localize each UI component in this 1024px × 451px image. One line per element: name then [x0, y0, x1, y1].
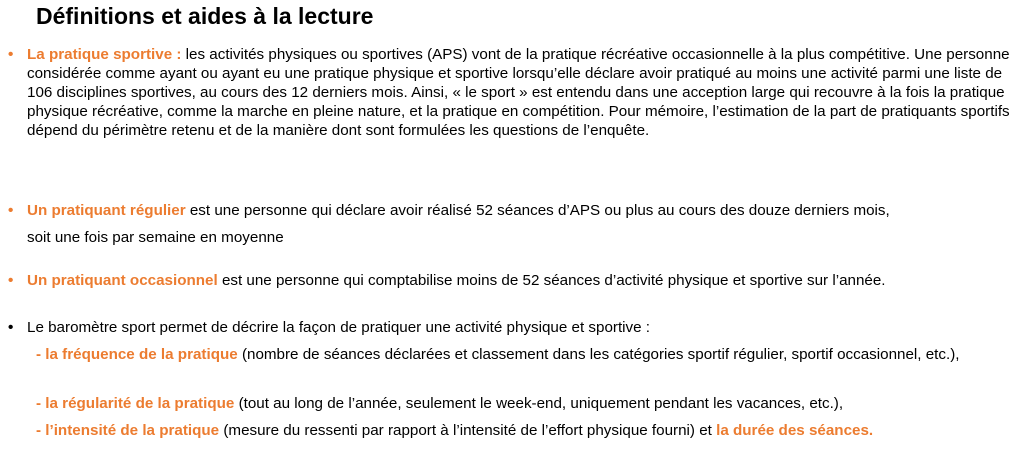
term-regularity: - la régularité de la pratique	[36, 395, 235, 412]
barometer-intro-text: Le baromètre sport permet de décrire la façon de pratiquer une activité physique et sportive :	[27, 319, 651, 336]
subitem-intensity	[36, 421, 1012, 440]
bullet-icon: •	[8, 319, 14, 336]
subitem-text: (tout au long de l’année, seulement le week-end, uniquement pendant les vacances, etc.),	[234, 395, 844, 412]
definition-text: est une personne qui déclare avoir réalisé 52 séances d’APS ou plus au cours des douze derniers mois,	[185, 202, 890, 219]
term-regular-practitioner: Un pratiquant régulier	[27, 202, 186, 219]
definition-text: les activités physiques ou sportives (APS) vont de la pratique récréative occasionnelle à la plus compétitive. Une personne considérée comme ayant ou ayant eu une pratique physique et sportive lorsqu’elle déclare avoir pratiqué au moins une activité parmi une liste de 106 disciplines sportives, au cours des 12 derniers mois. Ainsi, « le sport » est entendu dans une acception large qui recouvre à la fois la pratique physique récréative, comme la marche en pleine nature, et la pratique en compétition. Pour mémoire, l’estimation de la part de pratiquants sportifs dépend du périmètre retenu et de la manière dont sont formulées les questions de l’enquête.	[27, 46, 1010, 139]
definition-item-occasional-practitioner	[8, 271, 1012, 290]
subitem-regularity	[36, 394, 1012, 413]
term-sport-practice: La pratique sportive :	[27, 46, 182, 63]
term-intensity: - l’intensité de la pratique	[36, 422, 220, 439]
definition-item-sport-practice	[8, 45, 1012, 140]
term-frequency: - la fréquence de la pratique	[36, 346, 238, 363]
term-session-duration: la durée des séances	[716, 422, 869, 439]
barometer-intro-item	[8, 318, 1012, 337]
definition-text-continued: soit une fois par semaine en moyenne	[27, 229, 284, 246]
page-title: Définitions et aides à la lecture	[36, 3, 374, 29]
definition-item-regular-practitioner	[8, 197, 1012, 251]
subitem-frequency	[36, 345, 1012, 364]
subitem-text: (nombre de séances déclarées et classement dans les catégories sportif régulier, sportif occasionnel, etc.),	[237, 346, 960, 363]
subitem-text: (mesure du ressenti par rapport à l’intensité de l’effort physique fourni) et	[219, 422, 717, 439]
bullet-icon: •	[8, 202, 14, 219]
bullet-icon: •	[8, 46, 14, 63]
definition-text: est une personne qui comptabilise moins de 52 séances d’activité physique et sportive sur l’année.	[217, 272, 886, 289]
subitem-end: .	[868, 422, 874, 439]
bullet-icon: •	[8, 272, 14, 289]
term-occasional-practitioner: Un pratiquant occasionnel	[27, 272, 218, 289]
